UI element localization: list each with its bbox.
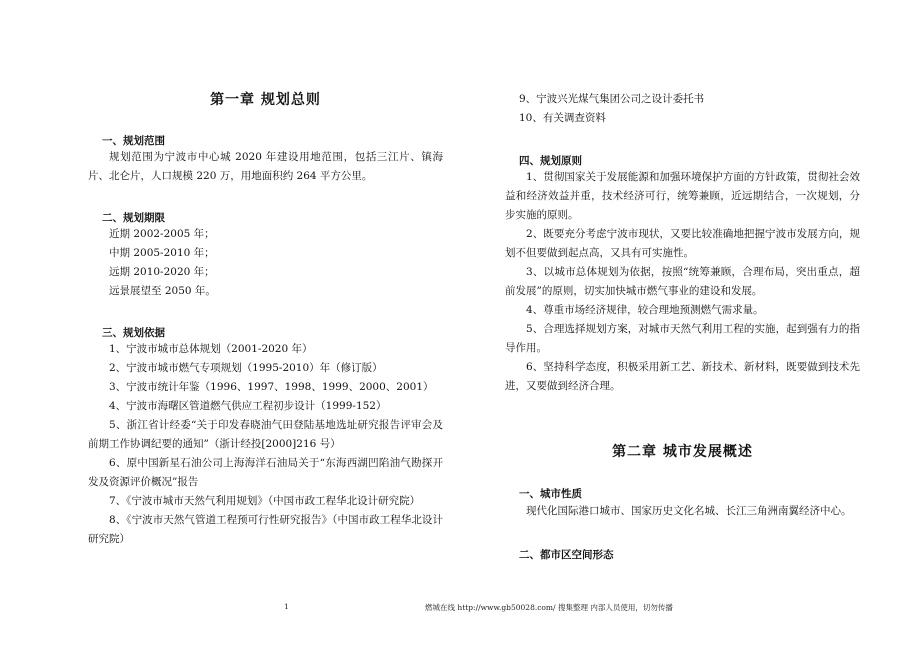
section-city-nature-body: 现代化国际港口城市、国家历史文化名城、长江三角洲南翼经济中心。 [526, 505, 852, 517]
section-period-title: 二、规划期限 [102, 212, 165, 224]
section-scope-body: 规划范围为宁波市中心城 2020 年建设用地范围，包括三江片、镇海片、北仑片，人口规模 220 万，用地面积约 264 平方公里。 [88, 151, 443, 182]
list-item: 2、宁波市城市燃气专项规划（1995-2010）年（修订版） [109, 362, 383, 374]
list-item: 3、以城市总体规划为依据，按照“统筹兼顾，合理布局，突出重点，超前发展”的原则，切实加快城市燃气事业的建设和发展。 [505, 266, 860, 297]
footer-note: 燃城在线 http://www.gb50028.com/ 搜集整理 内部人员使用，切勿传播 [425, 603, 673, 612]
list-item: 10、有关调查资料 [519, 112, 606, 124]
section-city-nature-title: 一、城市性质 [519, 488, 582, 500]
list-item: 1、宁波市城市总体规划（2001-2020 年） [109, 343, 313, 355]
list-item: 5、合理选择规划方案，对城市天然气利用工程的实施，起到强有力的指导作用。 [505, 323, 860, 354]
basis-list-continued [519, 90, 860, 128]
page-number: 1 [284, 602, 289, 611]
section-basis-list [88, 340, 443, 549]
list-item: 6、原中国新星石油公司上海海洋石油局关于“东海西湖凹陷油气勘探开发及资源评价概况”报告 [88, 457, 443, 488]
list-item: 1、贯彻国家关于发展能源和加强环境保护方面的方针政策，贯彻社会效益和经济效益并重，技术经济可行，统筹兼顾，近远期结合，一次规划，分步实施的原则。 [505, 171, 860, 221]
list-item: 8、《宁波市天然气管道工程预可行性研究报告》（中国市政工程华北设计研究院） [88, 514, 443, 545]
chapter-2-title: 第二章 城市发展概述 [612, 444, 753, 460]
list-item: 中期 2005-2010 年； [109, 247, 215, 259]
section-spatial-form-title: 二、都市区空间形态 [519, 549, 614, 561]
list-item: 7、《宁波市城市天然气利用规划》（中国市政工程华北设计研究院） [109, 495, 421, 507]
list-item: 3、宁波市统计年鉴（1996、1997、1998、1999、2000、2001） [109, 381, 434, 393]
list-item: 远景展望至 2050 年。 [109, 285, 216, 297]
section-principles-title: 四、规划原则 [519, 155, 582, 167]
list-item: 4、尊重市场经济规律，较合理地预测燃气需求量。 [526, 304, 764, 316]
list-item: 4、宁波市海曙区管道燃气供应工程初步设计（1999-152） [109, 400, 387, 412]
list-item: 5、浙江省计经委“关于印发春晓油气田登陆基地选址研究报告评审会及前期工作协调纪要的通知”（浙计经投[2000]216 号） [88, 419, 443, 450]
section-basis-title: 三、规划依据 [102, 327, 165, 339]
section-principles-list [505, 168, 860, 396]
list-item: 远期 2010-2020 年； [109, 266, 215, 278]
section-scope-title: 一、规划范围 [102, 135, 165, 147]
list-item: 9、宁波兴光煤气集团公司之设计委托书 [519, 93, 705, 105]
list-item: 6、坚持科学态度，积极采用新工艺、新技术、新材料，既要做到技术先进，又要做到经济合理。 [505, 361, 860, 392]
chapter-1-title: 第一章 规划总则 [210, 92, 321, 108]
section-period-list [109, 225, 443, 301]
list-item: 近期 2002-2005 年； [109, 228, 215, 240]
list-item: 2、既要充分考虑宁波市现状，又要比较准确地把握宁波市发展方向，规划不但要做到起点高，又具有可实施性。 [505, 228, 860, 259]
